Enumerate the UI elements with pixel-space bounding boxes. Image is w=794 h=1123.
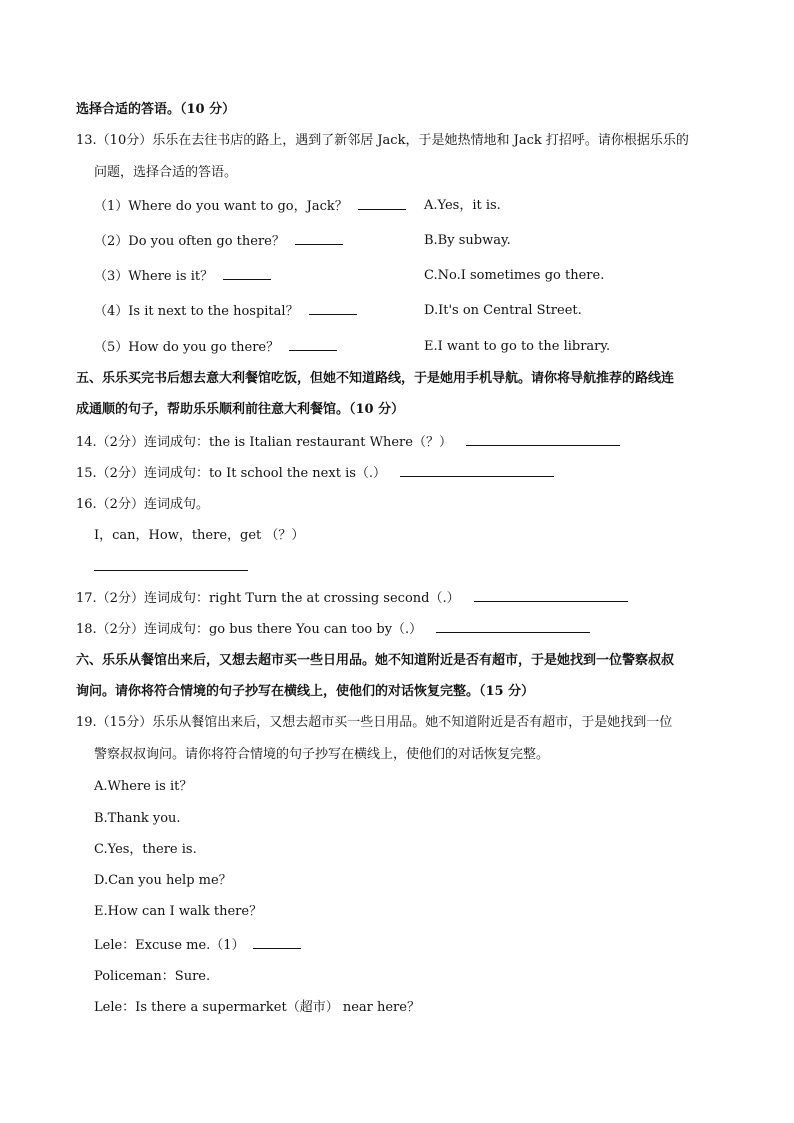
q13-item-2-text: （2）Do you often go there？ [94, 234, 285, 249]
q18 [76, 620, 590, 639]
answer-blank[interactable] [223, 267, 271, 280]
q13-item-1-text: （1）Where do you want to go，Jack？ [94, 199, 348, 214]
q16-answer [94, 558, 248, 577]
answer-blank[interactable] [295, 232, 343, 245]
q13-option-e: E.I want to go to the library. [424, 339, 611, 354]
q13-item-2 [94, 232, 343, 251]
q19-option-a: A.Where is it？ [94, 779, 193, 794]
q19-text-line1: 19.（15分）乐乐从餐馆出来后，又想去超市买一些日用品。她不知道附近是否有超市，于是她找到一位 [76, 715, 673, 730]
q19-option-c: C.Yes，there is. [94, 842, 197, 857]
q15 [76, 464, 554, 483]
q17-text: 17.（2分）连词成句：right Turn the at crossing second（.） [76, 591, 460, 606]
section6-heading-line2: 询问。请你将符合情境的句子抄写在横线上，使他们的对话恢复完整。（15 分） [76, 684, 535, 699]
q19-option-e: E.How can I walk there？ [94, 904, 263, 919]
q13-item-3-text: （3）Where is it？ [94, 269, 214, 284]
q13-item-5 [94, 338, 337, 357]
dialog-line-2: Policeman：Sure. [94, 969, 211, 984]
q17 [76, 589, 628, 608]
section-intro: 选择合适的答语。（10 分） [76, 102, 236, 117]
dialog-line-1 [94, 936, 301, 955]
answer-line[interactable] [400, 464, 554, 477]
section5-heading-line2: 成通顺的句子，帮助乐乐顺利前往意大利餐馆。（10 分） [76, 402, 405, 417]
q13-text-line2: 问题，选择合适的答语。 [94, 165, 238, 180]
q14-text: 14.（2分）连词成句：the is Italian restaurant Where（？） [76, 435, 452, 450]
q19-option-d: D.Can you help me？ [94, 873, 232, 888]
answer-line[interactable] [466, 433, 620, 446]
answer-line[interactable] [436, 620, 590, 633]
answer-line[interactable] [474, 589, 628, 602]
q13-item-4-text: （4）Is it next to the hospital？ [94, 304, 299, 319]
answer-blank[interactable] [309, 302, 357, 315]
q13-option-a: A.Yes，it is. [424, 198, 501, 213]
q13-option-d: D.It's on Central Street. [424, 303, 582, 318]
q13-item-5-text: （5）How do you go there？ [94, 340, 280, 355]
q13-item-1 [94, 197, 406, 216]
q15-text: 15.（2分）连词成句：to It school the next is（.） [76, 466, 387, 481]
q13-item-4 [94, 302, 357, 321]
q13-option-c: C.No.I sometimes go there. [424, 268, 605, 283]
answer-blank[interactable] [253, 936, 301, 949]
section5-heading-line1: 五、乐乐买完书后想去意大利餐馆吃饭，但她不知道路线，于是她用手机导航。请你将导航推荐的路线连 [76, 371, 675, 386]
answer-blank[interactable] [358, 197, 406, 210]
q19-option-b: B.Thank you. [94, 811, 181, 826]
section6-heading-line1: 六、乐乐从餐馆出来后，又想去超市买一些日用品。她不知道附近是否有超市，于是她找到一位警察叔叔 [76, 653, 675, 668]
q19-text-line2: 警察叔叔询问。请你将符合情境的句子抄写在横线上，使他们的对话恢复完整。 [94, 747, 550, 762]
q13-item-3 [94, 267, 271, 286]
answer-blank[interactable] [289, 338, 337, 351]
q16-line1: 16.（2分）连词成句。 [76, 497, 209, 512]
q14 [76, 433, 620, 452]
dialog-line-3: Lele：Is there a supermarket（超市） near here？ [94, 1000, 420, 1015]
q16-line2: I，can，How，there，get （？） [94, 528, 305, 543]
q18-text: 18.（2分）连词成句：go bus there You can too by（.） [76, 622, 423, 637]
q13-text-line1: 13.（10分）乐乐在去往书店的路上，遇到了新邻居 Jack，于是她热情地和 Jack 打招呼。请你根据乐乐的 [76, 133, 689, 148]
answer-line[interactable] [94, 558, 248, 571]
q13-option-b: B.By subway. [424, 233, 511, 248]
dialog-line-1-text: Lele：Excuse me.（1） [94, 938, 245, 953]
